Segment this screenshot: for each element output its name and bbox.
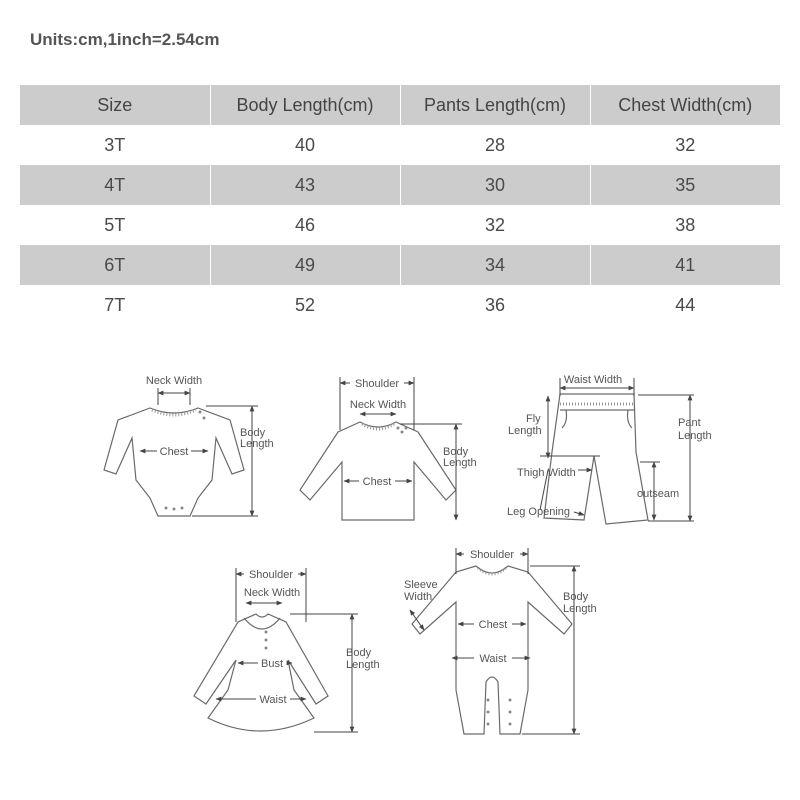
pants-diagram bbox=[507, 374, 712, 524]
label-sleeve: Sleeve bbox=[404, 579, 438, 591]
cell-chest-width: 44 bbox=[590, 285, 780, 325]
header-chest-width: Chest Width(cm) bbox=[590, 85, 780, 125]
cell-chest-width: 41 bbox=[590, 245, 780, 285]
cell-body-length: 52 bbox=[210, 285, 400, 325]
label-shoulder: Shoulder bbox=[248, 569, 294, 581]
label-pant: Pant bbox=[678, 417, 701, 429]
label-outseam: outseam bbox=[637, 488, 680, 500]
size-table bbox=[20, 85, 780, 325]
bodysuit-outline bbox=[104, 408, 244, 516]
label-shoulder: Shoulder bbox=[354, 378, 400, 390]
label-chest: Chest bbox=[478, 619, 508, 631]
header-body-length: Body Length(cm) bbox=[210, 85, 400, 125]
bodysuit-diagram bbox=[104, 375, 274, 516]
label-neck-width: Neck Width bbox=[349, 399, 407, 411]
table-row bbox=[20, 245, 780, 285]
cell-chest-width: 32 bbox=[590, 125, 780, 165]
dress-outline bbox=[194, 614, 328, 731]
jumpsuit-diagram bbox=[404, 548, 597, 734]
table-header-row bbox=[20, 85, 780, 125]
table-row bbox=[20, 165, 780, 205]
label-thigh-width: Thigh Width bbox=[517, 467, 576, 479]
cell-pants-length: 30 bbox=[400, 165, 590, 205]
sweater-outline bbox=[300, 422, 456, 520]
cell-body-length: 43 bbox=[210, 165, 400, 205]
cell-pants-length: 34 bbox=[400, 245, 590, 285]
units-note: Units:cm,1inch=2.54cm bbox=[30, 30, 220, 49]
cell-size: 3T bbox=[104, 134, 126, 155]
label-length: Length bbox=[346, 659, 380, 671]
cell-pants-length: 36 bbox=[400, 285, 590, 325]
label-body: Body bbox=[346, 647, 372, 659]
sweater-diagram bbox=[300, 377, 477, 520]
label-leg-opening: Leg Opening bbox=[507, 506, 570, 518]
label-length: Length bbox=[443, 457, 477, 469]
label-neck-width: Neck Width bbox=[145, 375, 203, 387]
label-sleeve-width: Width bbox=[404, 591, 433, 603]
table-row bbox=[20, 205, 780, 245]
label-waist: Waist bbox=[259, 694, 287, 706]
label-fly-length: Length bbox=[508, 425, 542, 437]
cell-size: 5T bbox=[104, 214, 126, 235]
label-shoulder: Shoulder bbox=[469, 549, 515, 561]
dress-diagram bbox=[194, 568, 380, 732]
label-pant-length: Length bbox=[678, 430, 712, 442]
label-body: Body bbox=[563, 591, 589, 603]
cell-pants-length: 32 bbox=[400, 205, 590, 245]
label-length: Length bbox=[563, 603, 597, 615]
cell-chest-width: 35 bbox=[590, 165, 780, 205]
label-chest: Chest bbox=[159, 446, 189, 458]
label-body: Body bbox=[240, 427, 266, 439]
cell-chest-width: 38 bbox=[590, 205, 780, 245]
cell-pants-length: 28 bbox=[400, 125, 590, 165]
pants-outline bbox=[544, 394, 648, 524]
table-row bbox=[20, 285, 780, 325]
label-neck-width: Neck Width bbox=[243, 587, 301, 599]
label-length: Length bbox=[240, 438, 274, 450]
cell-size: 7T bbox=[104, 294, 126, 315]
label-chest: Chest bbox=[362, 476, 392, 488]
cell-body-length: 49 bbox=[210, 245, 400, 285]
header-size: Size bbox=[97, 94, 133, 115]
measurement-diagrams bbox=[0, 360, 800, 800]
label-waist: Waist bbox=[479, 653, 507, 665]
table-row bbox=[20, 125, 780, 165]
cell-body-length: 40 bbox=[210, 125, 400, 165]
label-waist-width: Waist Width bbox=[563, 374, 623, 386]
cell-size: 4T bbox=[104, 174, 126, 195]
cell-body-length: 46 bbox=[210, 205, 400, 245]
label-body: Body bbox=[443, 446, 469, 458]
label-fly: Fly bbox=[526, 413, 541, 425]
header-pants-length: Pants Length(cm) bbox=[400, 85, 590, 125]
jumpsuit-outline bbox=[412, 566, 572, 734]
cell-size: 6T bbox=[104, 254, 126, 275]
label-bust: Bust bbox=[260, 658, 284, 670]
